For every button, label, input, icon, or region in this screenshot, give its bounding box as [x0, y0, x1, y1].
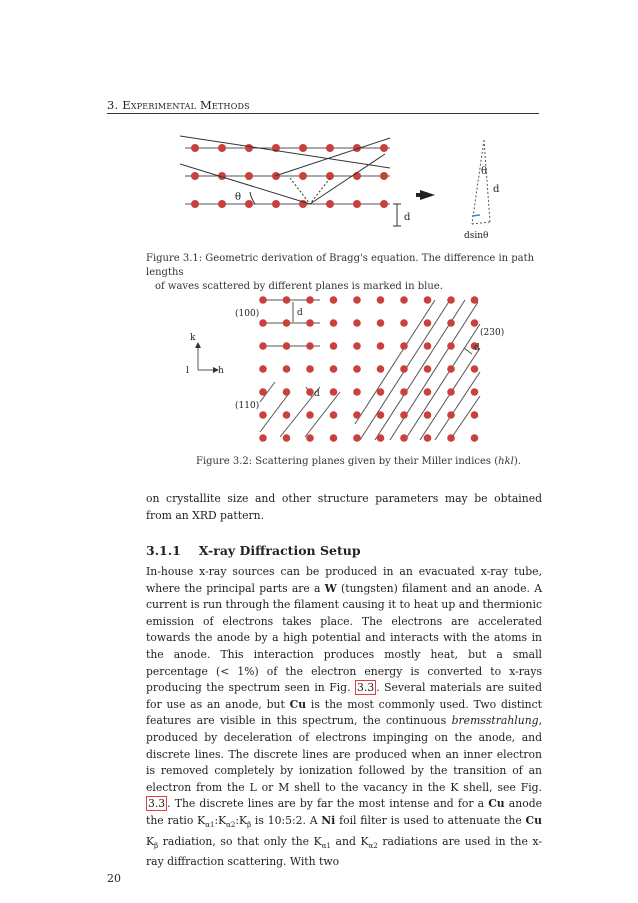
figure2-caption-hkl: hkl	[498, 456, 514, 467]
p2-brems: bremsstrahlung	[451, 714, 539, 728]
atom	[218, 200, 226, 208]
atom	[283, 411, 291, 419]
atom	[283, 342, 291, 350]
atom	[326, 200, 334, 208]
atom	[259, 434, 267, 442]
fig-ref-link-1[interactable]: 3.3	[357, 681, 375, 695]
atom	[471, 319, 479, 327]
axis-h: h	[218, 366, 224, 376]
atom	[306, 342, 314, 350]
figure2-caption	[196, 455, 521, 469]
bragg-rays	[180, 136, 401, 226]
atom	[259, 342, 267, 350]
atom	[447, 434, 455, 442]
figure1-caption-line1: Figure 3.1: Geometric derivation of Bragg's equation. The difference in path lengths	[146, 253, 535, 278]
atom	[259, 411, 267, 419]
figure1-caption	[146, 252, 541, 294]
atom	[259, 319, 267, 327]
label-dsin: dsinθ	[464, 231, 489, 241]
atom	[471, 365, 479, 373]
p2-k: radiation, so that only the K	[158, 834, 322, 848]
atom	[245, 172, 253, 180]
sub-b2: β	[154, 841, 159, 850]
section-number: 3.1.1	[146, 543, 181, 558]
atom	[306, 365, 314, 373]
page-number: 20	[107, 872, 121, 885]
atom	[400, 411, 408, 419]
atom	[283, 365, 291, 373]
atom	[326, 144, 334, 152]
figure2-caption-post: ).	[513, 456, 521, 467]
atom	[299, 172, 307, 180]
chapter-title: Experimental Methods	[122, 98, 250, 112]
atom	[353, 411, 361, 419]
atom	[191, 144, 199, 152]
p2-i: foil filter is used to attenuate the	[335, 813, 526, 827]
p2-w: W	[324, 581, 337, 595]
paragraph-2	[146, 564, 542, 871]
label-110: (110)	[235, 401, 260, 411]
atom	[353, 200, 361, 208]
atom	[471, 296, 479, 304]
p2-l: and K	[330, 834, 369, 848]
fig-ref-link-2[interactable]: 3.3	[148, 797, 166, 811]
atom	[377, 296, 385, 304]
atom	[299, 144, 307, 152]
atom	[424, 411, 432, 419]
atom	[447, 411, 455, 419]
atom	[471, 411, 479, 419]
sep1: :K	[214, 813, 227, 827]
atom	[283, 434, 291, 442]
atom	[218, 144, 226, 152]
sep2: :K	[235, 813, 248, 827]
atom	[306, 319, 314, 327]
atom	[424, 388, 432, 396]
p2-g: anode the ratio K	[146, 797, 542, 827]
atom	[380, 172, 388, 180]
atom	[306, 411, 314, 419]
sub-a2: α2	[226, 821, 236, 830]
p2-c: . Several materials are suited for use as an anode, but	[146, 681, 542, 711]
atom	[330, 365, 338, 373]
miller-lines	[198, 300, 480, 440]
p2-a: In-house x-ray sources can be produced in an evacuated x-ray tube, where the principal parts are a	[146, 565, 542, 595]
atom	[259, 365, 267, 373]
label-theta: θ	[235, 192, 242, 203]
atom	[424, 365, 432, 373]
atom	[259, 296, 267, 304]
label-d-c: d	[474, 343, 480, 353]
header-rule	[107, 113, 539, 114]
atom	[400, 434, 408, 442]
p2-j: K	[146, 834, 155, 848]
atom	[330, 342, 338, 350]
atom	[353, 296, 361, 304]
figure1-caption-line2: of waves scattered by different planes is marked in blue.	[155, 281, 443, 292]
atom	[353, 342, 361, 350]
p2-ni: Ni	[321, 813, 336, 827]
atom	[471, 388, 479, 396]
p2-b: (tungsten) filament and an anode. A current is run through the filament causing it to heat up and thermionic emission of electrons takes place. The electrons are accelerated towards the anode by a high potential and interacts with the atoms in the anode. This interaction produces mostly heat, but a small percentage (< 1%) of the electron energy is converted to x-rays producing the spectrum seen in Fig.	[146, 581, 542, 695]
section-title: X-ray Diffraction Setup	[198, 543, 361, 558]
atom	[447, 296, 455, 304]
atom	[424, 434, 432, 442]
atom	[272, 200, 280, 208]
atom	[400, 342, 408, 350]
sub-b: β	[247, 821, 252, 830]
label-d: d	[404, 212, 411, 223]
atom	[306, 296, 314, 304]
atom	[377, 319, 385, 327]
label-d-a: d	[297, 308, 303, 318]
axis-k: k	[190, 333, 196, 343]
atom	[377, 365, 385, 373]
sub-a1: α1	[205, 821, 215, 830]
p2-m: radiations are used in the x-ray diffraction scattering. With two	[146, 834, 542, 869]
atom	[447, 365, 455, 373]
atom	[380, 144, 388, 152]
atom	[380, 200, 388, 208]
atom	[330, 319, 338, 327]
atom	[306, 388, 314, 396]
atom	[353, 319, 361, 327]
sub-a1b: α1	[321, 841, 331, 850]
figure-bragg	[180, 132, 520, 247]
bragg-triangle	[472, 140, 490, 224]
atom	[353, 434, 361, 442]
atom	[353, 365, 361, 373]
figure2-caption-pre: Figure 3.2: Scattering planes given by their Miller indices (	[196, 456, 499, 467]
atom	[330, 296, 338, 304]
atom	[400, 365, 408, 373]
atom	[191, 172, 199, 180]
p2-d: is the most commonly used. Two distinct features are visible in this spectrum, the continuous	[146, 697, 542, 728]
atom	[283, 296, 291, 304]
atom	[377, 411, 385, 419]
atom	[400, 319, 408, 327]
atom	[400, 388, 408, 396]
atom	[259, 388, 267, 396]
bragg-arrow	[420, 190, 435, 200]
atom	[424, 296, 432, 304]
label-d2: d	[493, 184, 500, 195]
atom	[283, 388, 291, 396]
axis-l: l	[186, 366, 189, 376]
miller-atoms	[259, 296, 478, 442]
atom	[377, 434, 385, 442]
section-heading	[146, 543, 361, 558]
atom	[424, 319, 432, 327]
p2-e: , produced by deceleration of electrons impinging on the anode, and discrete lines. The discrete lines are produced when an inner electron is removed completely by ionization followed by the transition of an electron from the L or M shell to the vacancy in the K shell, see Fig.	[146, 714, 542, 794]
label-100: (100)	[235, 309, 260, 319]
p2-cu1: Cu	[289, 697, 307, 711]
atom	[353, 388, 361, 396]
atom	[424, 342, 432, 350]
atom	[191, 200, 199, 208]
p2-f: . The discrete lines are by far the most intense and for a	[167, 797, 489, 811]
paragraph-1: on crystallite size and other structure parameters may be obtained from an XRD pattern.	[146, 492, 542, 522]
atom	[330, 388, 338, 396]
atom	[400, 296, 408, 304]
atom	[377, 342, 385, 350]
atom	[330, 434, 338, 442]
label-d-b: d	[314, 389, 320, 399]
label-theta2: θ	[481, 166, 488, 177]
atom	[245, 144, 253, 152]
atom	[447, 388, 455, 396]
atom	[306, 434, 314, 442]
p2-cu2: Cu	[488, 797, 505, 811]
atom	[245, 200, 253, 208]
atom	[283, 319, 291, 327]
sub-a2b: α2	[368, 841, 378, 850]
p2-h: is 10:5:2. A	[251, 813, 322, 827]
atom	[330, 411, 338, 419]
p2-cu3: Cu	[525, 813, 542, 827]
atom	[471, 434, 479, 442]
chapter-number: 3.	[107, 98, 119, 112]
running-header	[107, 98, 250, 112]
atom	[447, 342, 455, 350]
atom	[447, 319, 455, 327]
figure-miller	[180, 292, 510, 447]
label-230: (230)	[480, 328, 505, 338]
atom	[377, 388, 385, 396]
